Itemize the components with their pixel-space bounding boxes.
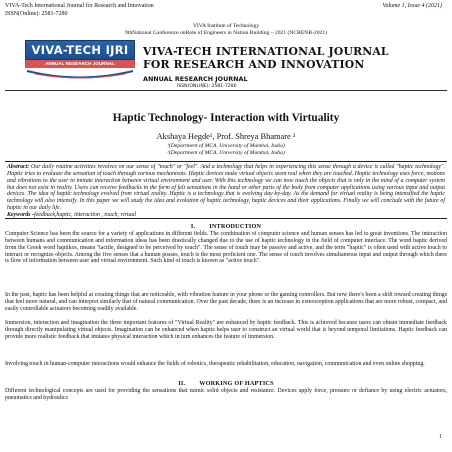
- journal-title-line1: VIVA-TECH INTERNATIONAL JOURNAL: [143, 45, 389, 58]
- section-number: I.: [190, 223, 196, 230]
- journal-title-block: [143, 45, 443, 89]
- volume-issue: Volume 1, Issue 4 (2021): [382, 3, 442, 9]
- issn-line: ISSN(Online): 2581-7280: [5, 10, 68, 17]
- section-heading-working: [0, 380, 452, 387]
- intro-paragraph-4: Involving touch in human-computer interactions would enhance the fields of robotics, therapeutic rehabilitation, education, navigation, communication and even online shopping.: [5, 361, 425, 367]
- journal-issn: ISSN(ONLINE): 2581-7280: [177, 84, 237, 89]
- keywords-label: Keywords -: [7, 211, 34, 218]
- abstract-label: Abstract:: [7, 164, 30, 170]
- journal-title-line2: FOR RESEARCH AND INNOVATION: [143, 58, 365, 71]
- section-title: INTRODUCTION: [209, 223, 262, 230]
- abstract-text: Our daily routine activities revolves on our sense of "touch" or "feel". And a technology that helps in experiencing this sense through a device is called "haptic technology". Haptic tries to evaluate the sensation of touch through various mechanisms. Haptic devices make virtual objects seem real when they are touched. Haptic technology uses force, motions and vibrations to the user to imitate interaction between virtual environment and user. With this technology we can now touch the objects that is only in the mind of a computer system but does not exist in reality. Users can receive feedbacks in the form of felt sensations in the hand or other parts of the body from computer applications using various input and output devices. The idea of haptic technology evolved from virtual reality. Haptic is a technology that is evolving day-by-day. As the demand for virtual reality is being intensified the haptic technology will also intensify. In this paper we will study the idea and evolution of haptic technology, haptic devices and their applications. Finally we will conclude with the future of haptic in our daily life.: [7, 164, 445, 212]
- logo-swoosh-icon: [25, 68, 135, 82]
- intro-paragraph-3: Immersion, interaction and imagination the three important features of "Virtual Reality" are enhanced by haptic feedback. This is achieved because users can obtain immediate feedback through directly manipulating virtual objects. Imagination can be enhanced when haptic helps user to construct an virtual world that is beyond temporal limitations. Haptic feedback can provide more realistic feedback that imitates physical interaction which in turn enhances the feature of immersion.: [5, 320, 447, 340]
- logo-subtitle: ANNUAL RESEARCH JOURNAL: [25, 60, 135, 68]
- journal-logo: [25, 40, 135, 88]
- header-divider: [5, 90, 447, 91]
- header-left: [5, 3, 154, 18]
- affiliation-1: ¹(Department of MCA, University of Mumbai, India): [167, 143, 285, 149]
- section-number: II.: [178, 380, 186, 387]
- intro-paragraph-2: In the past, haptic has been helpful at creating things that are noticeable, with vibration feature in your phone or the gaming controllers. But now there's been a shift toward creating things that feel more natural, and can interpret similarly that of natural communication. Over the past decade, there is an increase in exteroception applications that are more robust, compact, and easily controllable actuators becoming readily available.: [5, 292, 447, 312]
- journal-subtitle: ANNUAL RESEARCH JOURNAL: [143, 75, 248, 83]
- abstract-box: [5, 161, 447, 219]
- journal-name-line: VIVA-Tech International Journal for Research and Innovation: [5, 3, 154, 9]
- working-paragraph-1: Different technological concepts are used for providing the sensations that mimic solid objects and resistance. Devices apply force, pressure or defiance by using electric actuators, pneumatics and hydraulics: [5, 388, 447, 401]
- institute-line: VIVA Institute of Technology: [192, 23, 260, 29]
- logo-name: VIVA-TECH IJRI: [25, 40, 135, 60]
- paper-authors: Akshaya Hegde¹, Prof. Shreya Bhamare ²: [156, 132, 296, 141]
- section-title: WORKING OF HAPTICS: [199, 380, 274, 387]
- section-heading-introduction: [0, 223, 452, 230]
- keywords-text: feedback,haptic, interaction , touch, virtual: [34, 211, 137, 218]
- affiliation-2: ²(Department of MCA, University of Mumbai, India): [167, 150, 285, 156]
- conference-line: 9thNational Conference onRole of Engineers in Nation Building – 2021 (NCRENB-2021): [125, 30, 327, 36]
- intro-paragraph-1: Computer Science has been the source for a variety of applications in different fields. The combination of computer science and human senses has led to great inventions. The interaction between humans and communication and information ideas has been drastically changed due to the use of haptic technology in the field of computer interface. The word haptic derived from the Greek word haptikos, means "tactile, designed to be perceived by touch". The sense of touch may be passive and active, and the term "haptic" is often used with active touch to interact or recognize objects. Among the five senses that a human posses, touch is the most proficient one. The sense of touch involves simultaneous input and output through which there is flow of information between user and virtual environment. Such kind of touch is known as "active touch".: [5, 231, 447, 265]
- page-number: 1: [439, 434, 442, 440]
- paper-title: Haptic Technology- Interaction with Virtuality: [112, 112, 340, 124]
